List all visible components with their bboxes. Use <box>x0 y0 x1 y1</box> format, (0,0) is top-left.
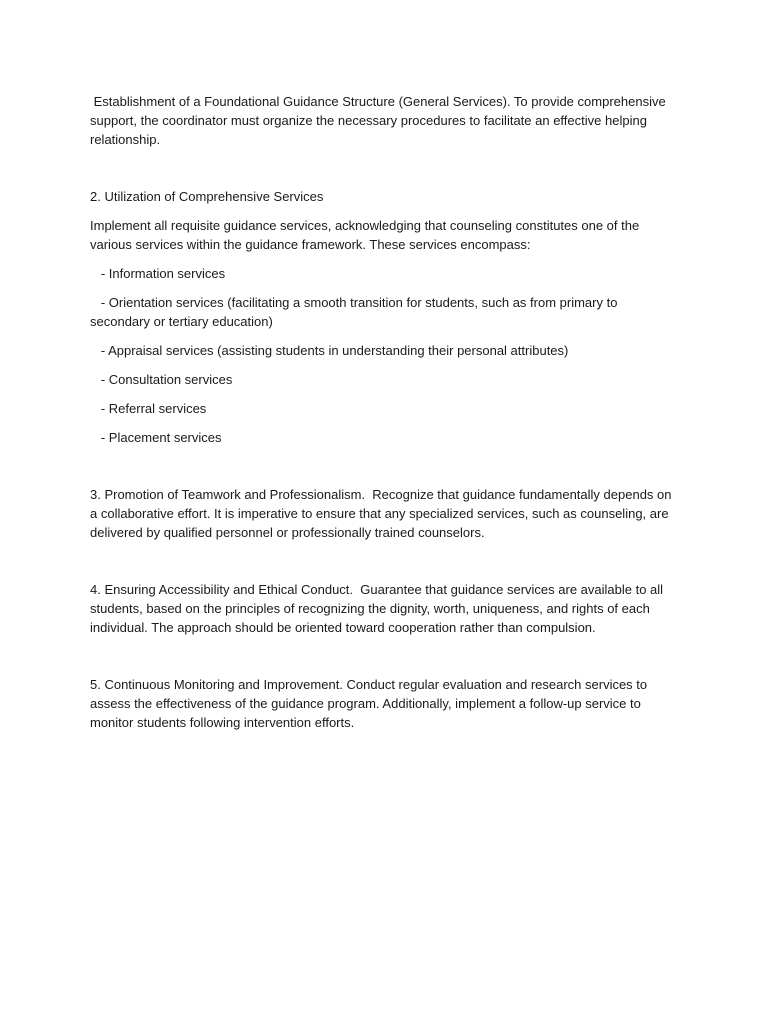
spacer <box>90 254 680 264</box>
spacer <box>90 447 680 485</box>
list-item-placement-services: - Placement services <box>90 430 222 445</box>
section-1-paragraph: Establishment of a Foundational Guidance Structure (General Services). To provide comprehensive support, the coordinator must organize the necessary procedures to facilitate an effective helping relationship. <box>90 94 670 147</box>
list-item-referral-services: - Referral services <box>90 401 207 416</box>
section-5-paragraph: 5. Continuous Monitoring and Improvement. Conduct regular evaluation and research services to assess the effectiveness of the guidance program. Additionally, implement a follow-up service to monitor students following intervention efforts. <box>90 677 651 730</box>
spacer <box>90 637 680 675</box>
services-list <box>90 264 680 447</box>
section-2-intro: Implement all requisite guidance services, acknowledging that counseling constitutes one of the various services within the guidance framework. These services encompass: <box>90 218 643 252</box>
document-page <box>90 92 680 732</box>
list-item-consultation-services: - Consultation services <box>90 372 233 387</box>
section-4-paragraph: 4. Ensuring Accessibility and Ethical Conduct. Guarantee that guidance services are available to all students, based on the principles of recognizing the dignity, worth, uniqueness, and rights of each individual. The approach should be oriented toward cooperation rather than compulsion. <box>90 582 667 635</box>
list-item-orientation-services: - Orientation services (facilitating a smooth transition for students, such as from primary to secondary or tertiary education) <box>90 295 622 329</box>
spacer <box>90 149 680 187</box>
spacer <box>90 206 680 216</box>
list-item-information-services: - Information services <box>90 266 226 281</box>
list-item-appraisal-services: - Appraisal services (assisting students in understanding their personal attributes) <box>90 343 569 358</box>
section-3-paragraph: 3. Promotion of Teamwork and Professionalism. Recognize that guidance fundamentally depends on a collaborative effort. It is imperative to ensure that any specialized services, such as counseling, are delivered by qualified personnel or professionally trained counselors. <box>90 487 676 540</box>
spacer <box>90 542 680 580</box>
section-2-heading: 2. Utilization of Comprehensive Services <box>90 189 324 204</box>
